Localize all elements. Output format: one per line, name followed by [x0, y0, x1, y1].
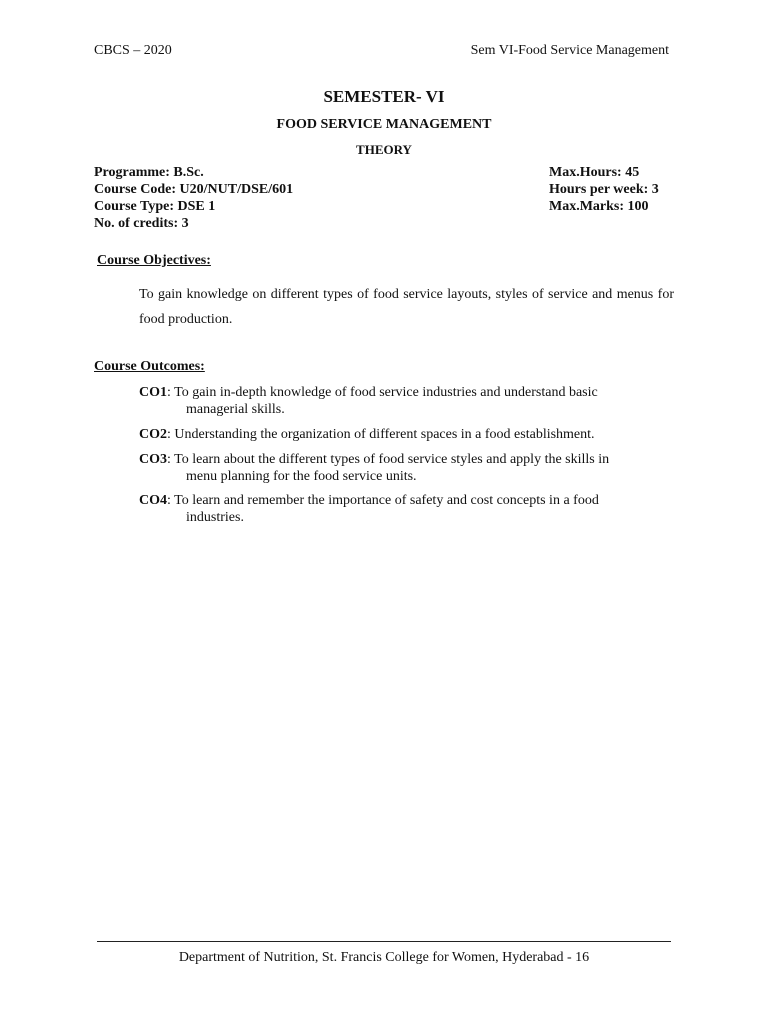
credits-label: No. of credits: 3 [94, 216, 189, 231]
course-details-left [94, 164, 293, 232]
outcome-code: CO3 [139, 452, 167, 467]
subject-title: FOOD SERVICE MANAGEMENT [276, 117, 492, 132]
outcome-code: CO4 [139, 493, 167, 508]
programme-label: Programme: B.Sc. [94, 165, 204, 180]
footer-divider [97, 941, 671, 942]
outcome-text-continued: menu planning for the food service units. [186, 469, 417, 484]
outcome-text-continued: industries. [186, 510, 244, 525]
hours-per-week-label: Hours per week: 3 [549, 182, 659, 197]
outcome-text: : To learn and remember the importance of safety and cost concepts in a food [167, 493, 599, 508]
running-header-right: Sem VI-Food Service Management [470, 43, 669, 58]
outcome-item [139, 426, 679, 443]
outcome-item [139, 384, 679, 418]
max-marks-label: Max.Marks: 100 [549, 199, 649, 214]
page-footer: Department of Nutrition, St. Francis College for Women, Hyderabad - 16 [178, 950, 590, 965]
semester-title: SEMESTER- VI [323, 87, 445, 106]
running-header-left: CBCS – 2020 [94, 43, 172, 58]
outcome-text: : To gain in-depth knowledge of food service industries and understand basic [167, 385, 598, 400]
course-type-title: THEORY [356, 142, 412, 157]
max-hours-label: Max.Hours: 45 [549, 165, 640, 180]
outcome-text: : To learn about the different types of food service styles and apply the skills in [167, 452, 610, 467]
outcome-item [139, 492, 679, 526]
objectives-paragraph: To gain knowledge on different types of food service layouts, styles of service and menus for food production. [139, 287, 674, 327]
objectives-heading: Course Objectives: [97, 253, 211, 268]
outcome-code: CO2 [139, 427, 167, 442]
outcome-text: : Understanding the organization of different spaces in a food establishment. [167, 427, 595, 442]
course-type-label: Course Type: DSE 1 [94, 199, 216, 214]
outcomes-heading: Course Outcomes: [94, 359, 205, 374]
outcome-code: CO1 [139, 385, 167, 400]
course-code-label: Course Code: U20/NUT/DSE/601 [94, 182, 294, 197]
outcome-item [139, 451, 679, 485]
course-details-right [549, 164, 659, 215]
outcome-text-continued: managerial skills. [186, 402, 285, 417]
